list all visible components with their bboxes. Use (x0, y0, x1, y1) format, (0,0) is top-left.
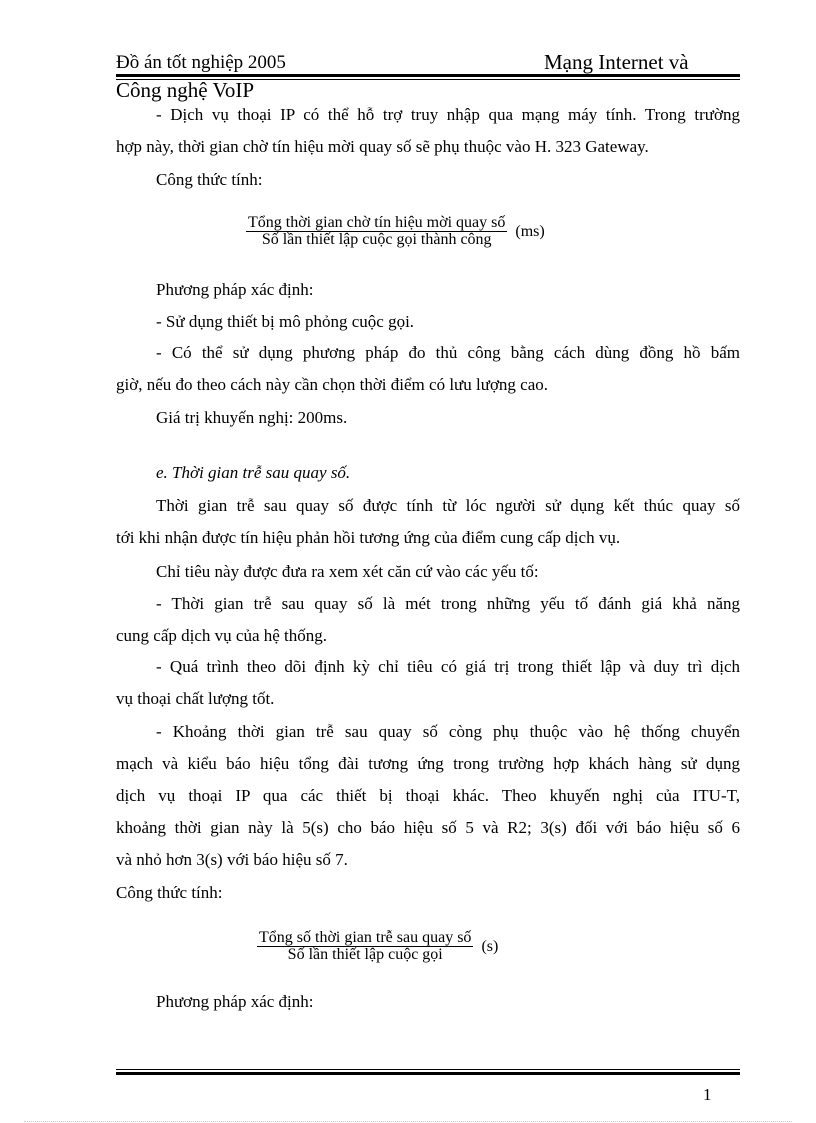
section-heading: e. Thời gian trễ sau quay số. (156, 463, 351, 482)
criteria-intro: Chỉ tiêu này được đưa ra xem xét căn cứ vào các yếu tố: (156, 562, 539, 581)
footer-rule-thin (116, 1069, 740, 1070)
text-line: - Có thể sử dụng phương pháp đo thủ công bằng cách dùng đồng hồ bấm (156, 343, 740, 362)
fraction-denominator: Số lần thiết lập cuộc gọi (287, 946, 443, 963)
fraction-numerator: Tổng số thời gian trễ sau quay số (259, 929, 472, 946)
header-subject: Mạng Internet và (544, 50, 689, 74)
formula-dial-tone-delay (246, 215, 545, 248)
formula-unit: (s) (481, 937, 499, 955)
paragraph-criterion-3 (116, 716, 740, 876)
method-item: - Sử dụng thiết bị mô phỏng cuộc gọi. (156, 312, 415, 331)
text-line: vụ thoại chất lượng tốt. (116, 689, 275, 708)
text-line: cung cấp dịch vụ của hệ thống. (116, 626, 328, 645)
text-line: - Thời gian trễ sau quay số là mét trong những yếu tố đánh giá khả năng (156, 594, 740, 613)
paragraph-criterion-1 (116, 588, 740, 652)
text-line: - Dịch vụ thoại IP có thể hỗ trợ truy nhập qua mạng máy tính. Trong trường (156, 105, 740, 124)
page-number: 1 (703, 1085, 712, 1104)
text-line: khoảng thời gian này là 5(s) cho báo hiệu số 5 và R2; 3(s) đối với báo hiệu số 6 (116, 818, 740, 837)
formula-label: Công thức tính: (156, 170, 263, 189)
method-label: Phương pháp xác định: (156, 992, 314, 1011)
formula-label: Công thức tính: (116, 883, 223, 902)
text-line: giờ, nếu đo theo cách này cần chọn thời điểm có lưu lượng cao. (116, 375, 549, 394)
header-title: Đồ án tốt nghiệp 2005 (116, 52, 286, 73)
paragraph-manual-measure (116, 337, 740, 401)
method-label: Phương pháp xác định: (156, 280, 314, 299)
paragraph-ip-access (116, 99, 740, 163)
formula-post-dial-delay (257, 930, 498, 963)
text-line: hợp này, thời gian chờ tín hiệu mời quay số sẽ phụ thuộc vào H. 323 Gateway. (116, 137, 649, 156)
header-rule-thick (116, 74, 740, 77)
text-line: - Khoảng thời gian trễ sau quay số còng phụ thuộc vào hệ thống chuyển (156, 722, 740, 741)
text-line: mạch và kiểu báo hiệu tổng đài tương ứng trong trường hợp khách hàng sử dụng (116, 754, 740, 773)
text-line: và nhỏ hơn 3(s) với báo hiệu số 7. (116, 850, 348, 869)
fraction (246, 215, 507, 248)
text-line: dịch vụ thoại IP qua các thiết bị thoại khác. Theo khuyến nghị của ITU-T, (116, 786, 740, 805)
paragraph-post-dial-delay (116, 490, 740, 554)
fraction (257, 930, 473, 963)
paragraph-criterion-2 (116, 651, 740, 715)
text-line: tới khi nhận được tín hiệu phản hồi tương ứng của điểm cung cấp dịch vụ. (116, 528, 621, 547)
page-bottom-dotted-line (24, 1121, 792, 1122)
text-line: Thời gian trễ sau quay số được tính từ lóc người sử dụng kết thúc quay số (156, 496, 740, 515)
fraction-denominator: Số lần thiết lập cuộc gọi thành công (261, 231, 492, 248)
text-line: - Quá trình theo dõi định kỳ chỉ tiêu có giá trị trong thiết lập và duy trì dịch (156, 657, 740, 676)
fraction-numerator: Tổng thời gian chờ tín hiệu mời quay số (248, 214, 506, 231)
formula-unit: (ms) (515, 222, 545, 240)
recommended-value: Giá trị khuyến nghị: 200ms. (156, 408, 348, 427)
footer-rule-thick (116, 1072, 740, 1075)
header-subject-continuation: Công nghệ VoIP (116, 78, 255, 102)
